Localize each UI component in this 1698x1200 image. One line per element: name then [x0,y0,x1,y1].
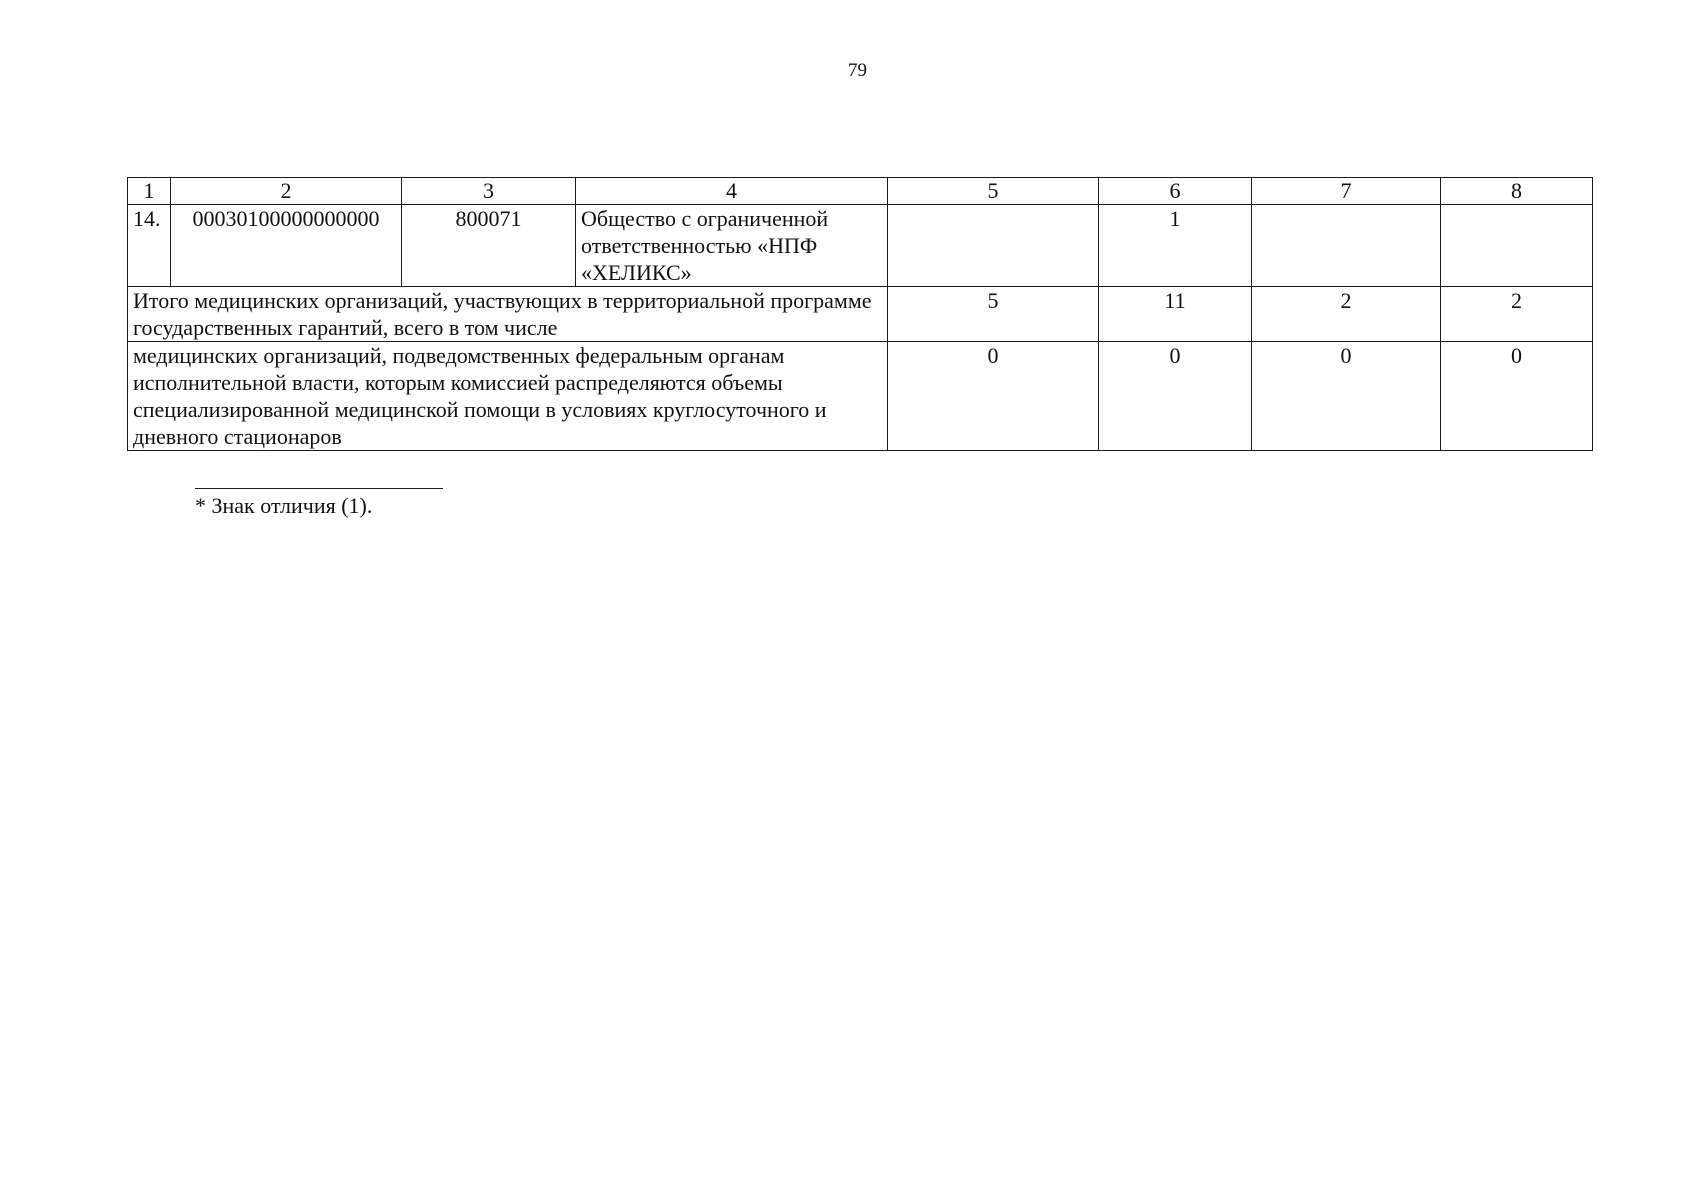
medical-organizations-table [127,177,1593,451]
table-row [128,205,1593,287]
column-header: 8 [1441,178,1593,205]
registry-number: 800071 [402,205,576,287]
footnote-divider [195,488,443,489]
cell-col7 [1252,205,1441,287]
column-header: 6 [1099,178,1252,205]
total-label: Итого медицинских организаций, участвующих в территориальной программе государственных гарантий, всего в том числе [128,287,888,342]
table-header-row [128,178,1593,205]
federal-col8: 0 [1441,342,1593,451]
cell-col8 [1441,205,1593,287]
federal-row [128,342,1593,451]
column-header: 5 [888,178,1099,205]
federal-col5: 0 [888,342,1099,451]
cell-col6: 1 [1099,205,1252,287]
row-number: 14. [128,205,171,287]
page-number: 79 [848,60,867,81]
organization-name: Общество с ограниченной ответственностью «НПФ «ХЕЛИКС» [576,205,888,287]
footnote: * Знак отличия (1). [195,493,373,518]
total-col6: 11 [1099,287,1252,342]
column-header: 2 [171,178,402,205]
federal-col6: 0 [1099,342,1252,451]
cell-col5 [888,205,1099,287]
total-col7: 2 [1252,287,1441,342]
federal-col7: 0 [1252,342,1441,451]
organization-code: 00030100000000000 [171,205,402,287]
total-col5: 5 [888,287,1099,342]
column-header: 3 [402,178,576,205]
total-row [128,287,1593,342]
total-col8: 2 [1441,287,1593,342]
column-header: 7 [1252,178,1441,205]
column-header: 1 [128,178,171,205]
federal-label: медицинских организаций, подведомственных федеральным органам исполнительной власти, которым комиссией распределяются объемы специализированной медицинской помощи в условиях круглосуточного и дневного стационаров [128,342,888,451]
column-header: 4 [576,178,888,205]
